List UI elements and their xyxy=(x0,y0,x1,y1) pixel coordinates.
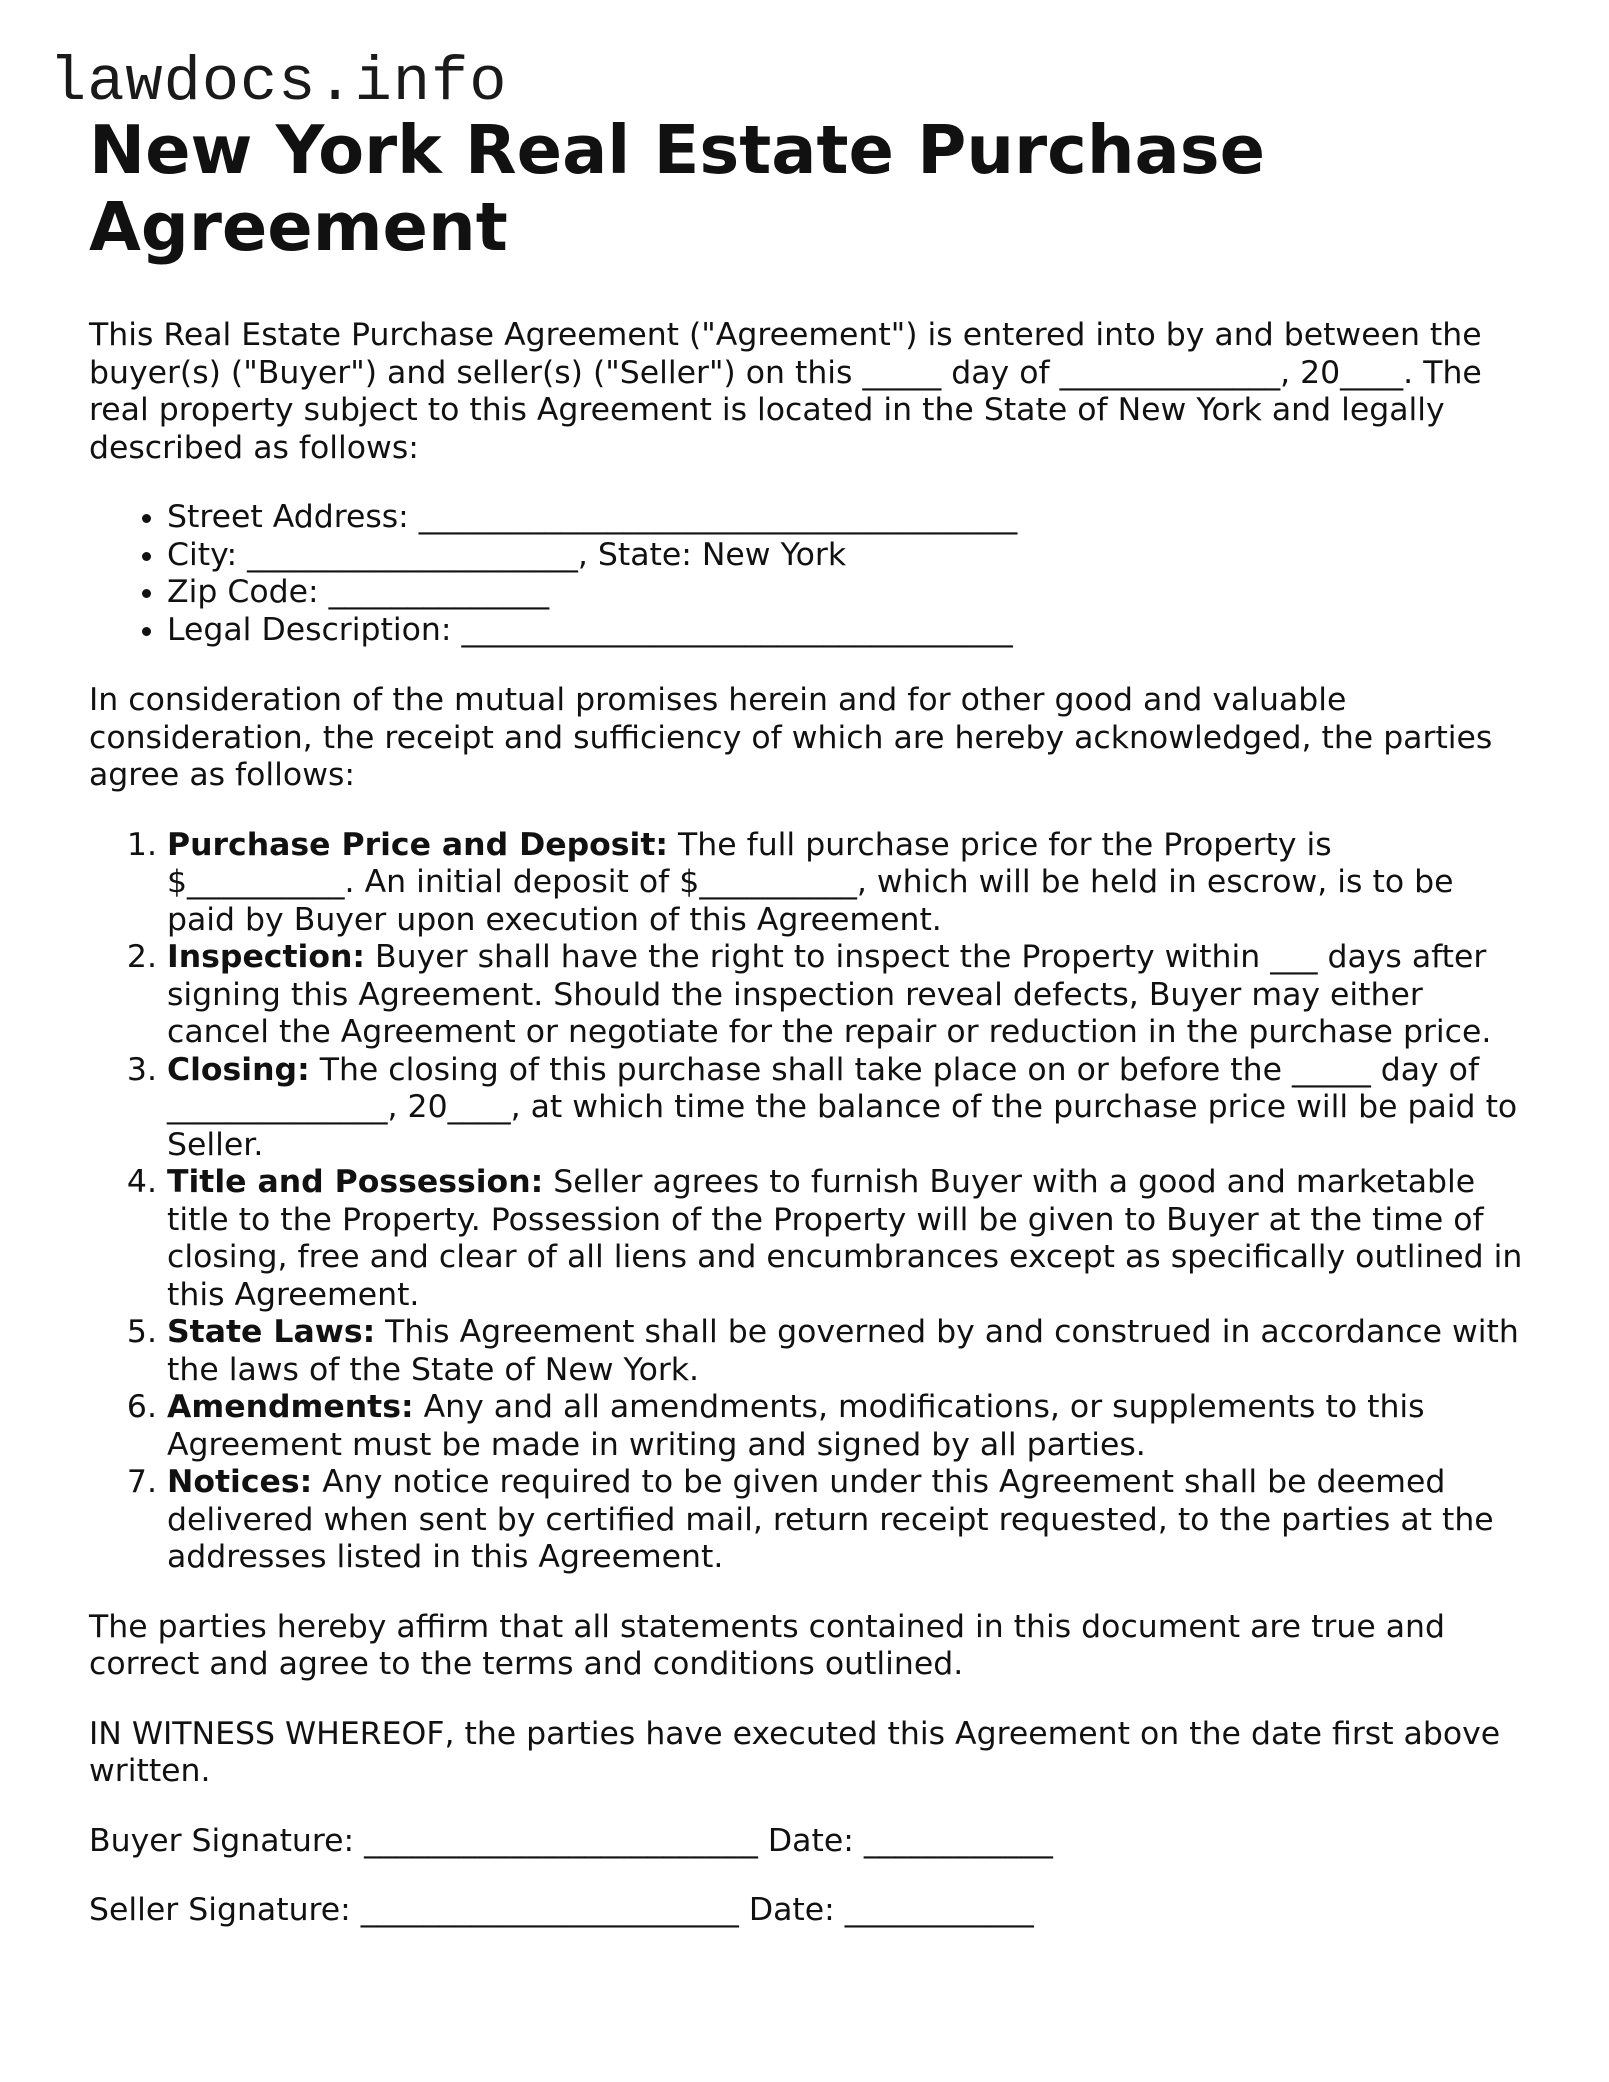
term-text: Any notice required to be given under this Agreement shall be deemed delivered when sent by certified mail, return receipt requested, to the parties at the addresses listed in this Agreement. xyxy=(167,1464,1494,1575)
term-heading: Purchase Price and Deposit: xyxy=(167,826,669,863)
term-purchase-price xyxy=(167,827,1529,940)
term-heading: Closing: xyxy=(167,1051,310,1088)
property-city-state: • City: _____________________, State: New York xyxy=(167,537,1529,575)
site-watermark: lawdocs.info xyxy=(49,47,508,118)
term-heading: State Laws: xyxy=(167,1314,376,1350)
term-state-laws xyxy=(167,1314,1529,1389)
term-heading: Inspection: xyxy=(167,939,365,975)
term-inspection xyxy=(167,939,1529,1052)
term-text: The closing of this purchase shall take place on or before the _____ day of ______________, 20____, at which time the balance of the purchase price will be paid to Seller. xyxy=(167,1051,1518,1163)
seller-signature-line: Seller Signature: ________________________ Date: ____________ xyxy=(89,1892,1034,1928)
consideration-paragraph: In consideration of the mutual promises herein and for other good and valuable consideration, the receipt and sufficiency of which are hereby acknowledged, the parties agree as follows: xyxy=(89,682,1493,793)
term-heading: Title and Possession: xyxy=(167,1164,544,1200)
term-heading: Notices: xyxy=(167,1464,313,1500)
property-details-list xyxy=(89,499,1529,649)
term-text: Any and all amendments, modifications, or supplements to this Agreement must be made in writing and signed by all parties. xyxy=(167,1389,1425,1463)
term-notices xyxy=(167,1464,1529,1577)
term-text: Seller agrees to furnish Buyer with a good and marketable title to the Property. Possession of the Property will be given to Buyer at the time of closing, free and clear of all liens and encumbrances except as specifically outlined in this Agreement. xyxy=(167,1164,1523,1313)
property-zip-code: • Zip Code: ______________ xyxy=(167,574,1529,612)
property-legal-description: • Legal Description: ___________________________________ xyxy=(167,612,1529,650)
term-closing xyxy=(167,1052,1529,1165)
term-text: The full purchase price for the Property is $__________. An initial deposit of $__________, which will be held in escrow, is to be paid by Buyer upon execution of this Agreement. xyxy=(167,826,1454,938)
term-heading: Amendments: xyxy=(167,1389,414,1425)
term-text: Buyer shall have the right to inspect the Property within ___ days after signing this Agreement. Should the inspection reveal defects, Buyer may either cancel the Agreement or negotiate for the repair or reduction in the purchase price. xyxy=(167,939,1492,1050)
buyer-signature-line: Buyer Signature: _________________________ Date: ____________ xyxy=(89,1822,1053,1859)
property-street-address: • Street Address: ______________________________________ xyxy=(167,499,1529,537)
intro-paragraph: This Real Estate Purchase Agreement ("Agreement") is entered into by and between the buyer(s) ("Buyer") and seller(s) ("Seller") on this _____ day of ______________, 20____. The real property subject to this Agreement is located in the State of New York and legally described as follows: xyxy=(89,317,1482,466)
terms-list xyxy=(89,827,1529,1577)
term-text: This Agreement shall be governed by and construed in accordance with the laws of the State of New York. xyxy=(167,1314,1519,1388)
document-title: New York Real Estate Purchase Agreement xyxy=(89,111,1266,266)
witness-paragraph: IN WITNESS WHEREOF, the parties have executed this Agreement on the date first above written. xyxy=(89,1715,1501,1789)
affirmation-paragraph: The parties hereby affirm that all statements contained in this document are true and correct and agree to the terms and conditions outlined. xyxy=(89,1608,1445,1682)
term-title-possession xyxy=(167,1164,1529,1314)
term-amendments xyxy=(167,1389,1529,1464)
document-page xyxy=(89,112,1529,1930)
